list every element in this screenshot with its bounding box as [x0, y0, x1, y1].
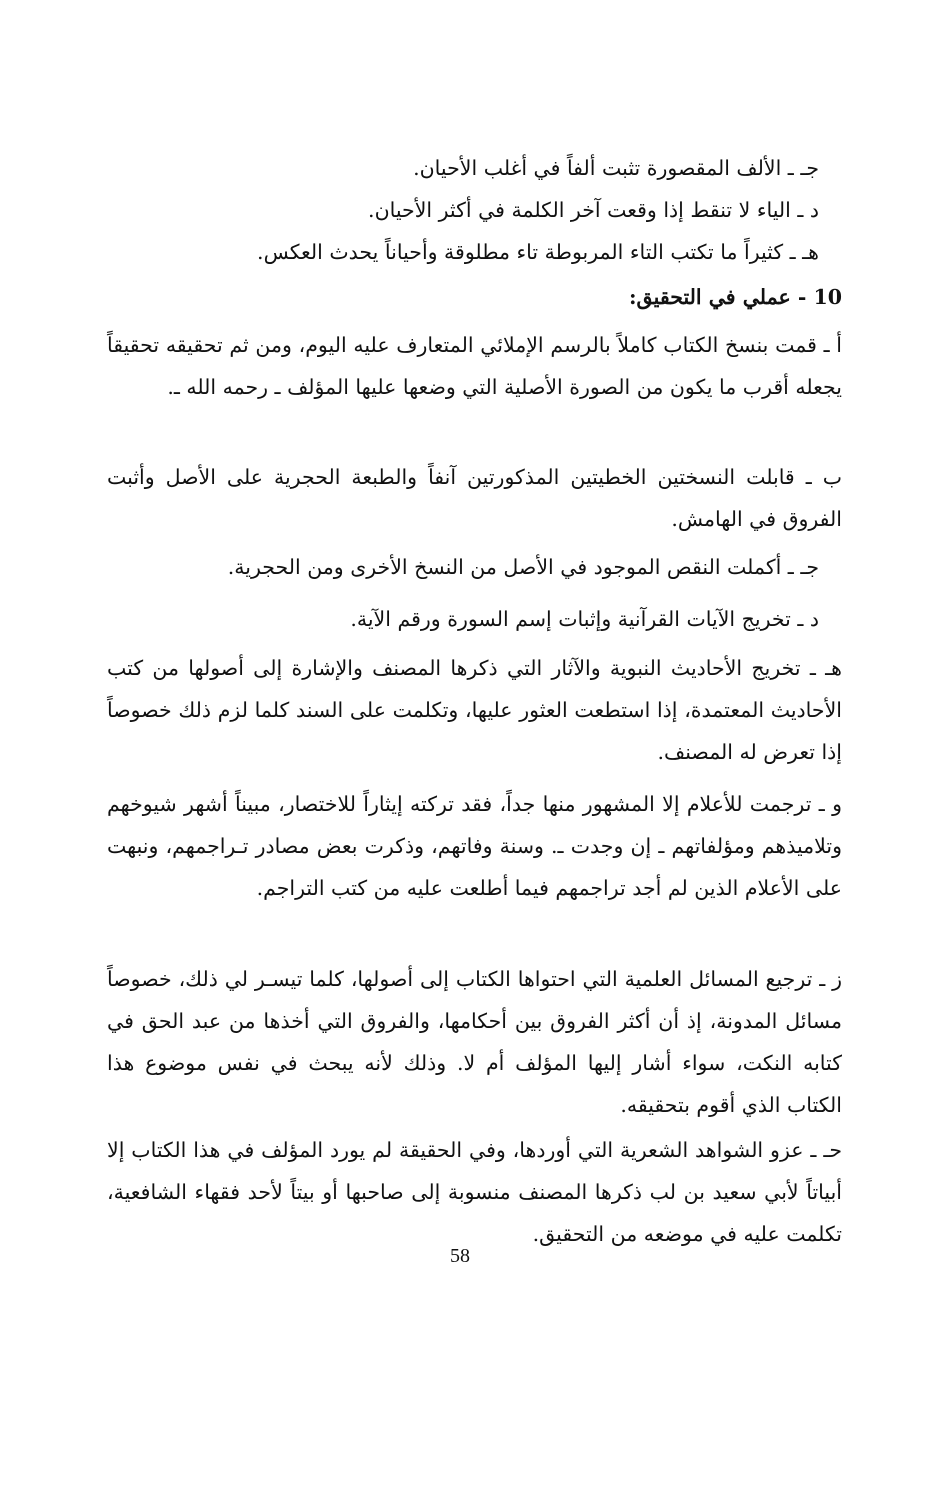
paragraph-zay: [107, 958, 842, 1126]
paragraph-ba: [107, 456, 842, 540]
paragraph-hha-text: حـ ـ عزو الشواهد الشعرية التي أوردها، وفي الحقيقة لم يورد المؤلف في هذا الكتاب إلا أبياتاً لأبي سعيد بن لب ذكرها المصنف منسوبة إلى صاحبها أو بيتاً لأحد فقهاء الشافعية، تكلمت عليه في موضعه من التحقيق.: [107, 1138, 842, 1246]
paragraph-dal: د ـ تخريج الآيات القرآنية وإثبات إسم السورة ورقم الآية.: [350, 607, 819, 631]
paragraph-waw-text: و ـ ترجمت للأعلام إلا المشهور منها جداً، فقد تركته إيثاراً للاختصار، مبيناً أشهر شيوخهم وتلاميذهم ومؤلفاتهم ـ إن وجدت ـ. وسنة وفاتهم، وذكرت بعض مصادر تـراجمهم، ونبهت على الأعلام الذين لم أجد تراجمهم فيما أطلعت عليه من كتب التراجم.: [107, 792, 842, 900]
paragraph-jeem: جـ ـ أكملت النقص الموجود في الأصل من النسخ الأخرى ومن الحجرية.: [227, 555, 819, 579]
paragraph-alif-text: أ ـ قمت بنسخ الكتاب كاملاً بالرسم الإملائي المتعارف عليه اليوم، ومن ثم تحقيقه تحقيقاً يجعله أقرب ما يكون من الصورة الأصلية التي وضعها عليها المؤلف ـ رحمه الله ـ.: [107, 333, 842, 399]
list-item-ha-top: هـ ـ كثيراً ما تكتب التاء المربوطة تاء مطلوقة وأحياناً يحدث العكس.: [257, 240, 819, 264]
page-number: 58: [450, 1245, 470, 1267]
paragraph-ba-text: ب ـ قابلت النسختين الخطيتين المذكورتين آنفاً والطبعة الحجرية على الأصل وأثبت الفروق في الهامش.: [107, 465, 842, 531]
paragraph-hha: [107, 1129, 842, 1255]
paragraph-ha-text: هـ ـ تخريج الأحاديث النبوية والآثار التي ذكرها المصنف والإشارة إلى أصولها من كتب الأحاديث المعتمدة، إذا استطعت العثور عليها، وتكلمت على السند كلما لزم ذلك خصوصاً إذا تعرض له المصنف.: [107, 656, 842, 764]
list-item-dal-top: د ـ الياء لا تنقط إذا وقعت آخر الكلمة في أكثر الأحيان.: [368, 198, 819, 222]
paragraph-zay-text: ز ـ ترجيع المسائل العلمية التي احتواها الكتاب إلى أصولها، كلما تيسـر لي ذلك، خصوصاً مسائل المدونة، إذ أن أكثر الفروق بين أحكامها، والفروق التي أخذها من عبد الحق في كتابه النكت، سواء أشار إليها المؤلف أم لا. وذلك لأنه يبحث في نفس موضوع هذا الكتاب الذي أقوم بتحقيقه.: [107, 967, 842, 1117]
section-heading: 10 - عملي في التحقيق:: [628, 285, 842, 309]
paragraph-waw: [107, 783, 842, 909]
paragraph-ha: [107, 647, 842, 773]
list-item-jeem-top: جـ ـ الألف المقصورة تثبت ألفاً في أغلب الأحيان.: [413, 156, 819, 180]
paragraph-alif: [107, 324, 842, 408]
